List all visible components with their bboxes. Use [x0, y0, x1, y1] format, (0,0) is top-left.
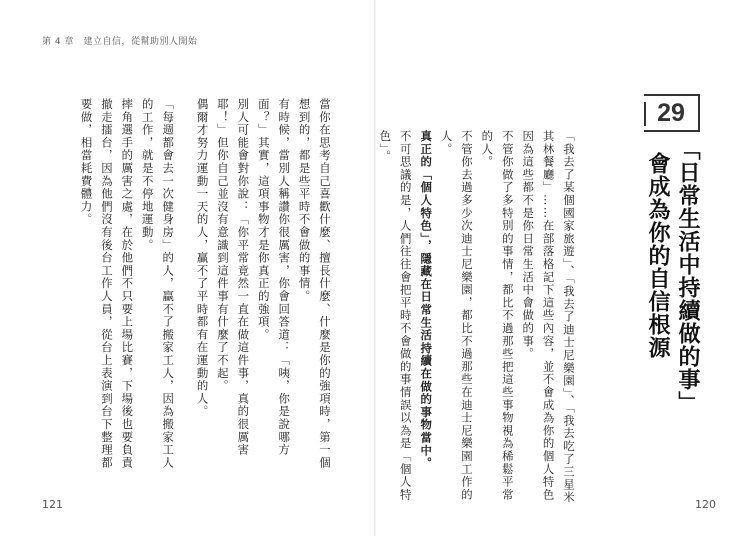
chapter-number-badge: 29 — [644, 94, 700, 132]
paragraph: 別人可能會對你說：「你平常竟然一直在做這件事，真的很厲害耶！」但你自己並沒有意識到這件事有什麼了不起。 — [215, 98, 251, 457]
paragraph: 「我去了某個國家旅遊」、「我去了迪士尼樂園」、「我去吃了三星米其林餐廳」……在部落格記下這些內容，並不會成為你的個人特色 — [541, 130, 576, 504]
paragraph: 不可思議的是，人們往往會把平時不會做的事情誤以為是「個人特色」。 — [378, 130, 413, 502]
left-page-body — [60, 98, 335, 478]
paragraph: 偶爾才努力運動一天的人，贏不了平時都有在運動的人。 — [195, 98, 210, 418]
emphasized-paragraph: 真正的「個人特色」，隱藏在日常生活持續在做的事物當中。 — [419, 130, 434, 470]
right-page-body — [378, 130, 579, 510]
section-title-line-2: 會成為你的自信根源 — [645, 152, 670, 359]
section-title-line-1: 「日常生活中持續做的事」 — [675, 138, 700, 414]
running-header: 第 4 章 建立自信，從幫助別人開始 — [42, 37, 198, 47]
paragraph: 當你在思考自己喜歡什麼、擅長什麼、什麼是你的強項時，第一個想到的，都是些平時不會做的事情。 — [297, 98, 332, 470]
page-number-left: 121 — [42, 498, 63, 511]
paragraph: 不管你做了多特別的事情，都比不過那些把這些事物視為稀鬆平常的人。 — [480, 130, 515, 502]
paragraph: 「每週都會去一次健身房」的人，贏不了搬家工人，因為搬家工人的工作，就是不停地運動。 — [140, 98, 176, 470]
paragraph: 摔角選手的厲害之處，在於他們不只要上場比賽，下場後也要負責撤走擂台，因為他們沒有後台工作人員，從台上表演到台下整理都要做，相當耗費體力。 — [79, 98, 135, 470]
paragraph: 有時候，當別人稱讚你很厲害，你會回答道：「咦，你是說哪方面？」其實，這項事物才是你真正的強項。 — [256, 98, 292, 457]
page-number-right: 120 — [695, 498, 716, 511]
paragraph: 不管你去過多少次迪士尼樂園，都比不過那些在迪士尼樂園工作的人。 — [439, 130, 474, 502]
paragraph: 因為這些都不是你日常生活中會做的事。 — [521, 130, 536, 361]
